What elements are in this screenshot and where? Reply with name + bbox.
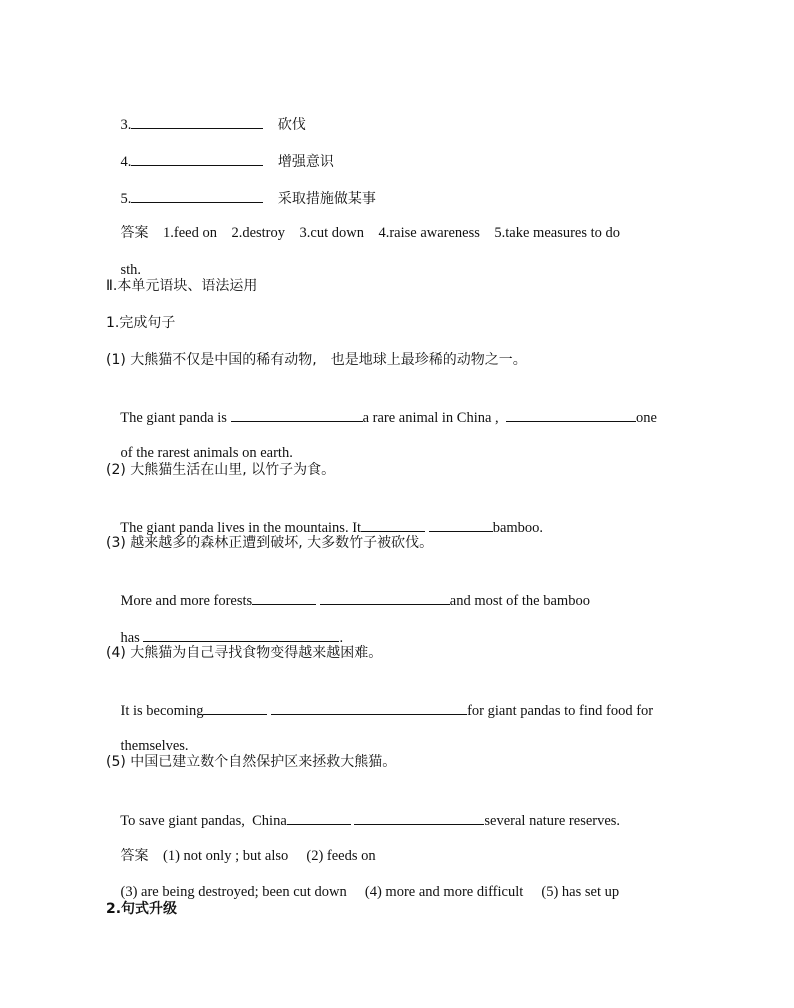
question-5-prompt: (5) 中国已建立数个自然保护区来拯救大熊猫。	[106, 754, 397, 770]
answer-blank	[231, 406, 363, 422]
question-4-prompt: (4) 大熊猫为自己寻找食物变得越来越困难。	[106, 645, 383, 661]
item-meaning: 增强意识	[277, 154, 334, 170]
sentence-part: The giant panda lives in the mountains. It	[120, 520, 362, 536]
answer-label: 答案	[120, 848, 149, 864]
answer-text: (1) not only ; but also (2) feeds on	[163, 848, 376, 864]
sentence-part: of the rarest animals on earth.	[120, 445, 293, 461]
answer-blank	[320, 589, 450, 605]
answer-text-cont: (3) are being destroyed; been cut down (4) more and more difficult (5) has set up	[120, 884, 620, 900]
sentence-part: bamboo.	[492, 520, 544, 536]
sentence-part: To save giant pandas, China	[120, 813, 287, 829]
answer-text: 1.feed on 2.destroy 3.cut down 4.raise awareness 5.take measures to do	[163, 225, 621, 241]
question-3-prompt: (3) 越来越多的森林正遭到破坏, 大多数竹子被砍伐。	[106, 535, 434, 551]
answer-blank	[252, 589, 316, 605]
answer-blank	[143, 626, 339, 642]
answer-blank	[131, 150, 263, 166]
sentence-part: The giant panda is	[120, 410, 231, 426]
part-title: 1.完成句子	[106, 315, 176, 331]
sentence-part: and most of the bamboo	[449, 593, 590, 609]
answer-blank	[354, 809, 484, 825]
part-title-2: 2.句式升级	[106, 901, 178, 917]
answer-blank	[271, 699, 467, 715]
answer-blank	[429, 516, 493, 532]
answer-key-2-cont	[106, 862, 619, 922]
sentence-part: themselves.	[120, 738, 189, 754]
answer-blank	[287, 809, 351, 825]
question-1-prompt: (1) 大熊猫不仅是中国的稀有动物, 也是地球上最珍稀的动物之一。	[106, 352, 527, 368]
item-number: 5.	[120, 191, 132, 207]
sentence-part: several nature reserves.	[484, 813, 621, 829]
sentence-part: has	[120, 630, 144, 646]
sentence-part: .	[339, 630, 344, 646]
sentence-part: for giant pandas to find food for	[467, 703, 654, 719]
answer-blank	[203, 699, 267, 715]
answer-blank	[131, 113, 263, 129]
item-meaning: 砍伐	[277, 117, 306, 133]
sentence-part: It is becoming	[120, 703, 204, 719]
answer-blank	[131, 187, 263, 203]
sentence-part: one	[635, 410, 657, 426]
section-title: Ⅱ.本单元语块、语法运用	[106, 278, 258, 294]
answer-label: 答案	[120, 225, 149, 241]
answer-key-1	[106, 203, 620, 263]
answer-text-cont: sth.	[120, 262, 142, 278]
answer-blank	[361, 516, 425, 532]
item-meaning: 采取措施做某事	[277, 191, 376, 207]
answer-blank	[506, 406, 636, 422]
item-number: 3.	[120, 117, 132, 133]
question-2-prompt: (2) 大熊猫生活在山里, 以竹子为食。	[106, 462, 336, 478]
sentence-part: More and more forests	[120, 593, 253, 609]
sentence-part: a rare animal in China ,	[362, 410, 506, 426]
item-number: 4.	[120, 154, 132, 170]
